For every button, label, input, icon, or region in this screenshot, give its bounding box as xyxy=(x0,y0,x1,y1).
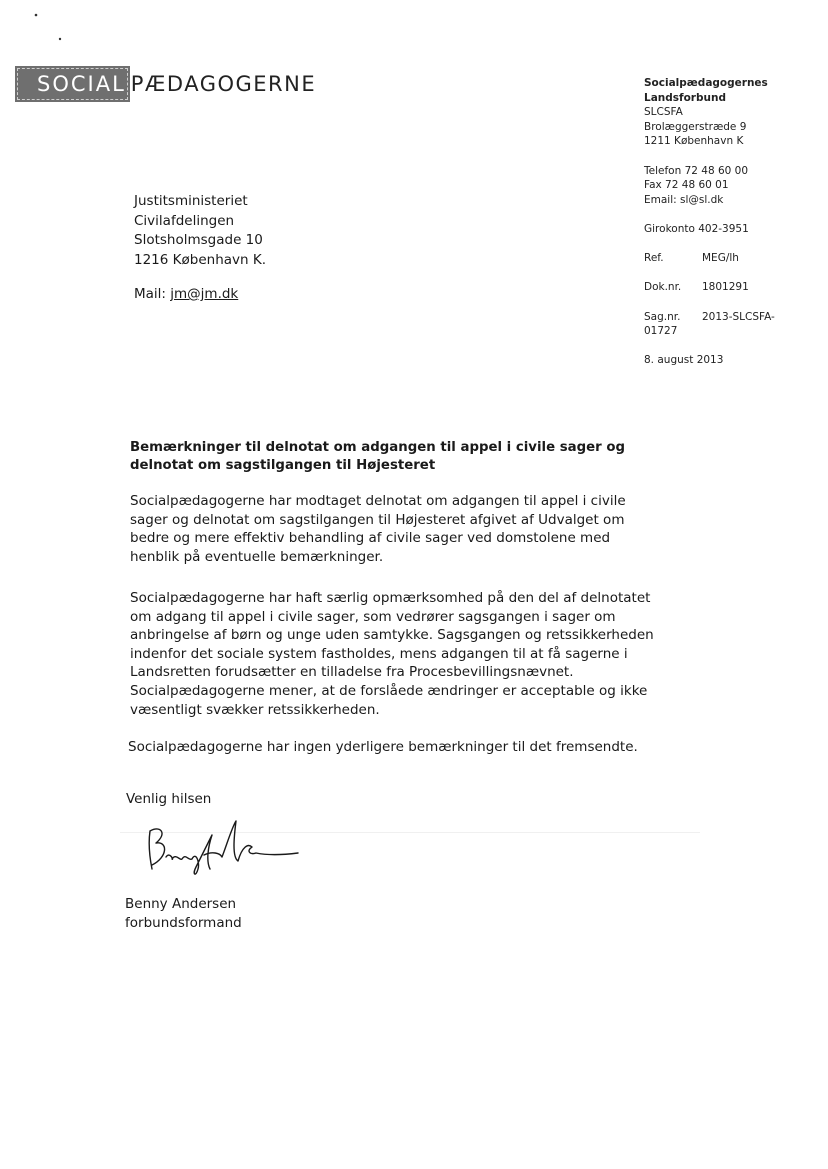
sag-value: 2013-SLCSFA- xyxy=(702,310,775,323)
sender-city: 1211 København K xyxy=(644,135,744,148)
signatory-title: forbundsformand xyxy=(125,915,242,931)
recipient-mail xyxy=(134,286,238,302)
mail-label: Mail: xyxy=(134,286,171,302)
sender-org-line1: Socialpædagogernes xyxy=(644,77,768,89)
signatory xyxy=(125,895,242,933)
logo-social: SOCIAL xyxy=(15,66,130,102)
ref-row xyxy=(644,251,775,266)
ref-label: Ref. xyxy=(644,252,664,265)
sender-code: SLCSFA xyxy=(644,106,683,119)
recipient-line4: 1216 København K. xyxy=(134,251,267,268)
sag-row xyxy=(644,310,775,325)
sag-value-cont: 01727 xyxy=(644,325,678,338)
letter-subject: Bemærkninger til delnotat om adgangen til appel i civile sager og delnotat om sagstilgangen til Højesteret xyxy=(130,440,626,473)
dok-row xyxy=(644,280,775,295)
handwritten-signature xyxy=(142,817,312,877)
body-paragraph-2: Socialpædagogerne har haft særlig opmærksomhed på den del af delnotatet om adgang til appel i civile sager, som vedrører sagsgangen i sager om anbringelse af børn og unge uden samtykke. Sagsgangen og retssikkerheden indenfor det sociale system fastholdes, mens adgangen til at få sagerne i Landsretten forudsætter en tilladelse fra Procesbevillingsnævnet. Socialpædagogerne mener, at de forslåede ændringer er acceptable og ikke væsentligt svækker retssikkerheden. xyxy=(130,590,654,718)
sender-org-line2: Landsforbund xyxy=(644,91,726,104)
organization-logo xyxy=(15,66,316,102)
mail-link[interactable]: jm@jm.dk xyxy=(170,286,239,302)
sender-street: Brolæggerstræde 9 xyxy=(644,120,747,133)
body-paragraph-3: Socialpædagogerne har ingen yderligere bemærkninger til det fremsendte. xyxy=(128,739,638,755)
recipient-line2: Civilafdelingen xyxy=(134,212,235,229)
closing-greeting: Venlig hilsen xyxy=(126,791,212,807)
scan-specks xyxy=(30,8,70,48)
sender-giro: Girokonto 402-3951 xyxy=(644,222,749,235)
sender-block xyxy=(644,76,775,368)
sender-email: Email: sl@sl.dk xyxy=(644,193,724,206)
sender-phone: Telefon 72 48 60 00 xyxy=(644,164,749,177)
recipient-line1: Justitsministeriet xyxy=(134,193,248,209)
dok-label: Dok.nr. xyxy=(644,281,682,294)
logo-paedagogerne: PÆDAGOGERNE xyxy=(130,72,317,96)
recipient-line3: Slotsholmsgade 10 xyxy=(134,232,263,248)
letter-date: 8. august 2013 xyxy=(644,354,724,367)
sag-label: Sag.nr. xyxy=(644,310,681,323)
ref-value: MEG/lh xyxy=(702,252,739,265)
sender-fax: Fax 72 48 60 01 xyxy=(644,179,729,192)
dok-value: 1801291 xyxy=(702,281,749,294)
body-paragraph-1: Socialpædagogerne har modtaget delnotat om adgangen til appel i civile sager og delnotat om sagstilgangen til Højesteret afgivet af Udvalget om bedre og mere effektiv behandling af civile sager ved domstolene med henblik på eventuelle bemærkninger. xyxy=(130,493,626,565)
recipient-address xyxy=(134,192,266,270)
signatory-name: Benny Andersen xyxy=(125,896,237,912)
